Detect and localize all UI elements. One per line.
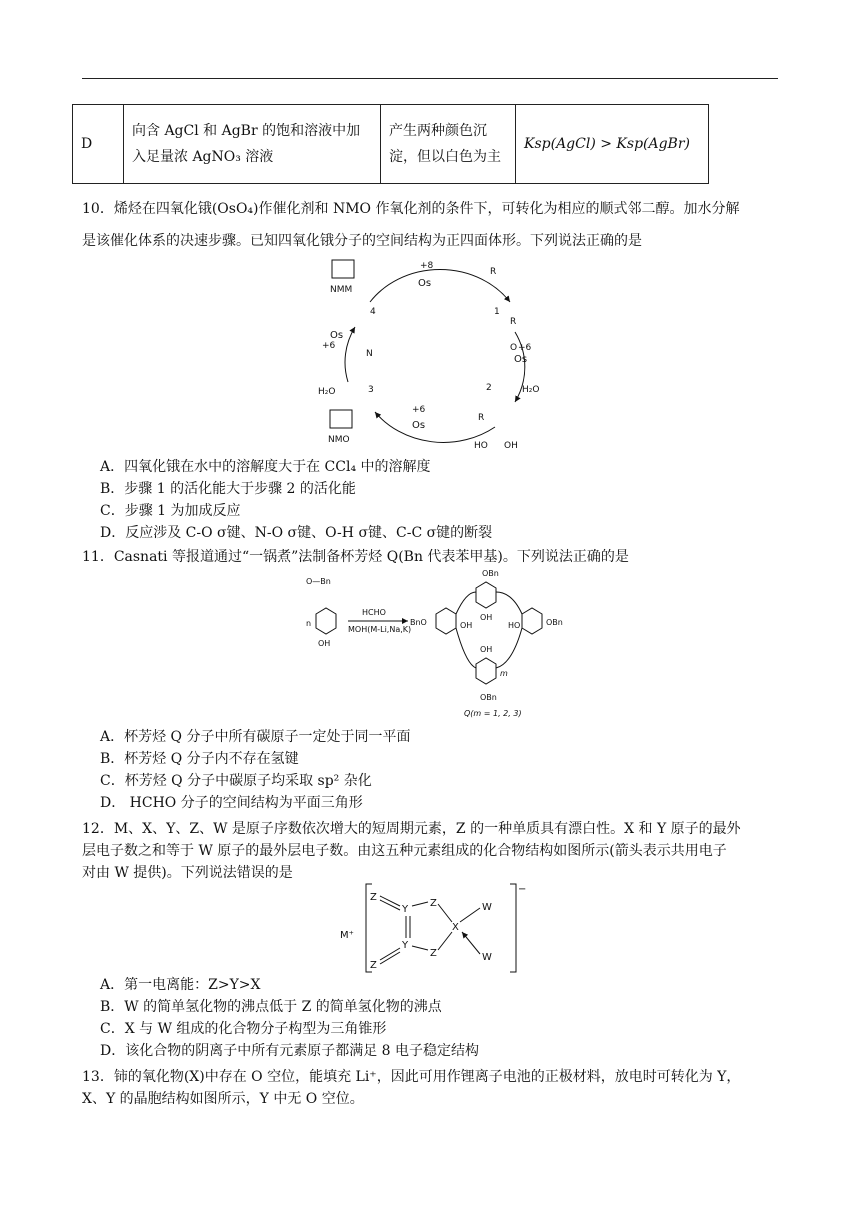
product-label: Q(m = 1, 2, 3) [464,709,522,718]
operation-cell [124,105,381,184]
oh-left: OH [460,621,473,630]
left-ring [436,608,456,634]
oh-bottom: OH [504,441,518,451]
phenomenon-cell [381,105,516,184]
q10-stem-line-2: 是该催化体系的决速步骤。已知四氧化锇分子的空间结构为正四面体形。下列说法正确的是 [82,233,642,249]
w-bottom: W [482,952,492,963]
water-left: H₂O [318,387,336,397]
phenomenon-line-2: 淀，但以白色为主 [389,149,501,165]
monomer-n: n [306,619,312,628]
step-3: 3 [368,385,374,395]
nmm-label: NMM [330,285,353,295]
obn-top: OBn [482,569,499,578]
q11-option-d: D． HCHO 分子的空间结构为平面三角形 [100,795,363,811]
conclusion-cell: Ksp(AgCl) > Ksp(AgBr) [516,105,709,184]
m-subscript: m [500,669,508,678]
q10-option-b: B．步骤 1 的活化能大于步骤 2 的活化能 [100,481,356,497]
z-bottom-left: Z [370,960,377,971]
w-top: W [482,902,492,913]
os-left-oxidation: +6 [322,341,336,351]
nmo-label: NMO [328,435,350,445]
obn-right: OBn [546,618,563,627]
monomer-oh: OH [318,639,331,648]
q10-stem-line-1: 10．烯烃在四氧化锇(OsO₄)作催化剂和 NMO 作氧化剂的条件下，可转化为相应的顺式邻二醇。加水分解 [82,201,740,217]
ho-right: HO [508,621,521,630]
os-top: Os [418,278,432,289]
top-ring [476,582,496,608]
os-bottom-oxidation: +6 [412,405,426,415]
condition: MOH(M-Li,Na,K) [348,625,412,634]
r-top: R [490,267,497,277]
step-2: 2 [486,383,492,393]
osmium-catalytic-cycle-figure [300,252,560,454]
monomer-ring [316,608,336,634]
obn-bottom: OBn [480,693,497,702]
answer-table-row-d [72,104,709,184]
n-left: N [366,349,373,359]
r-bottom: R [478,413,485,423]
y-bottom: Y [402,940,409,951]
q12-option-b: B．W 的简单氢化物的沸点低于 Z 的简单氢化物的沸点 [100,999,442,1015]
nmo-ring [330,410,352,428]
os-right-oxidation: +6 [518,343,532,353]
os-top-oxidation: +8 [420,261,434,271]
calixarene-synthesis-figure [296,568,586,722]
q12-stem-line-2: 层电子数之和等于 W 原子的最外层电子数。由这五种元素组成的化合物结构如图所示(箭头表示共用电子 [82,843,727,859]
y-top: Y [402,904,409,915]
os-left: Os [330,330,344,341]
operation-line-2: 入足量浓 AgNO₃ 溶液 [132,149,274,165]
reagent: HCHO [362,608,386,617]
os-right: Os [514,354,528,365]
q12-option-c: C．X 与 W 组成的化合物分子构型为三角锥形 [100,1021,387,1037]
o-right: O [510,343,518,353]
q13-stem-line-2: X、Y 的晶胞结构如图所示，Y 中无 O 空位。 [82,1091,364,1107]
q11-stem: 11．Casnati 等报道通过“一锅煮”法制备杯芳烃 Q(Bn 代表苯甲基)。下列说法正确的是 [82,549,629,565]
bottom-ring [476,658,496,684]
q12-stem-line-1: 12．M、X、Y、Z、W 是原子序数依次增大的短周期元素，Z 的一种单质具有漂白性。X 和 Y 原子的最外 [82,821,741,837]
z-top-left: Z [370,892,377,903]
q10-option-c: C．步骤 1 为加成反应 [100,503,241,519]
q12-option-a: A．第一电离能：Z>Y>X [100,977,261,993]
oh-top: OH [480,613,493,622]
bno-left: BnO [410,618,427,627]
os-bottom: Os [412,420,426,431]
q11-option-b: B．杯芳烃 Q 分子内不存在氢键 [100,751,299,767]
phenomenon-line-1: 产生两种颜色沉 [389,123,487,139]
q11-option-a: A．杯芳烃 Q 分子中所有碳原子一定处于同一平面 [100,729,411,745]
anion-charge: − [518,884,527,895]
q11-option-c: C．杯芳烃 Q 分子中碳原子均采取 sp² 杂化 [100,773,372,789]
ho-bottom: HO [474,441,488,451]
anion-structure-figure [332,880,532,976]
z-top-right: Z [430,898,437,909]
monomer-obn: O—Bn [306,577,331,586]
q10-option-a: A．四氧化锇在水中的溶解度大于在 CCl₄ 中的溶解度 [100,459,431,475]
q10-option-d: D．反应涉及 C-O σ键、N-O σ键、O-H σ键、C-C σ键的断裂 [100,525,493,541]
right-ring [522,608,542,634]
row-label: D [73,105,124,184]
x-center: X [452,922,459,933]
header-rule [82,78,778,79]
q12-option-d: D．该化合物的阴离子中所有元素原子都满足 8 电子稳定结构 [100,1043,480,1059]
right-bracket [510,884,516,972]
water-right: H₂O [522,385,540,395]
q12-stem-line-3: 对由 W 提供)。下列说法错误的是 [82,865,293,881]
step-4: 4 [370,307,376,317]
operation-line-1: 向含 AgCl 和 AgBr 的饱和溶液中加 [132,123,361,139]
cation-m: M⁺ [340,930,354,941]
oh-bottom: OH [480,645,493,654]
z-bottom-right: Z [430,948,437,959]
nmm-ring [332,260,354,278]
step-1: 1 [494,307,500,317]
r-right: R [510,317,517,327]
q13-stem-line-1: 13．铈的氧化物(X)中存在 O 空位，能填充 Li⁺，因此可用作锂离子电池的正极材料，放电时可转化为 Y， [82,1069,741,1085]
